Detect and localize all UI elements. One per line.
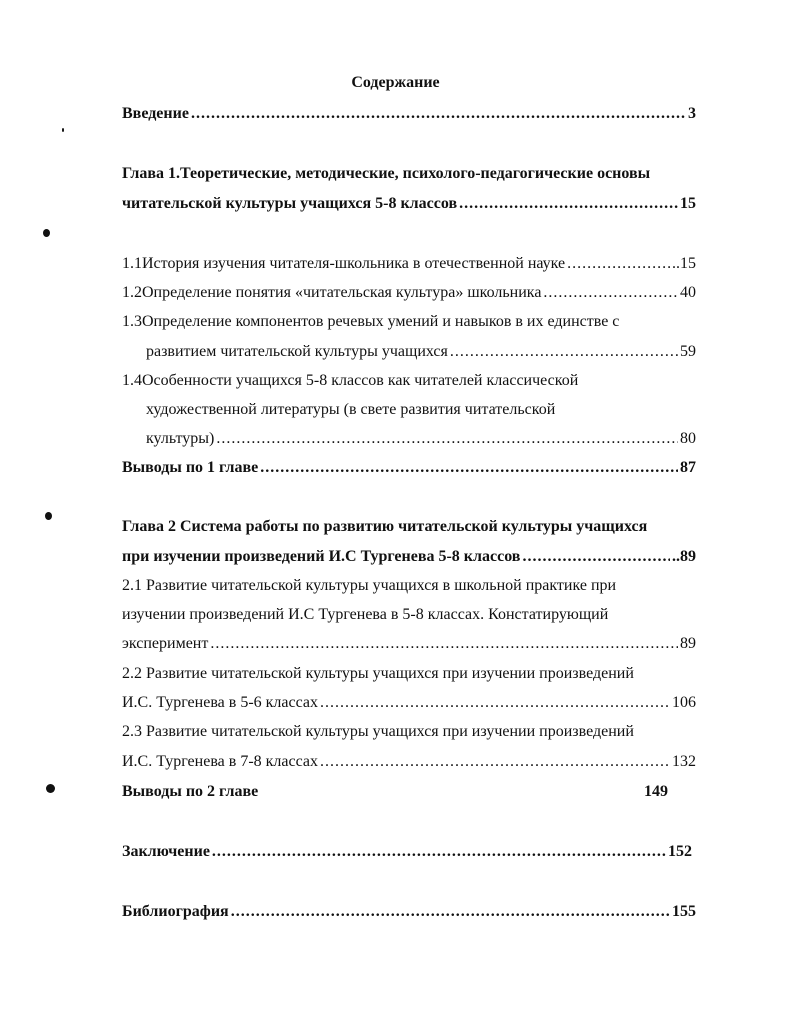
toc-label: культуры) xyxy=(146,430,215,447)
toc-page: 3 xyxy=(688,105,696,122)
leader-dots xyxy=(216,429,678,449)
toc-label: Библиография xyxy=(122,903,229,920)
leader-dots xyxy=(320,752,670,772)
toc-page: 40 xyxy=(680,284,696,301)
toc-entry-1-3 xyxy=(146,342,696,362)
toc-entry-2-2-line1: 2.2 Развитие читательской культуры учащихся при изучении произведений xyxy=(122,665,634,682)
leader-dots xyxy=(191,104,686,124)
toc-entry-2-3-line1: 2.3 Развитие читательской культуры учащихся при изучении произведений xyxy=(122,723,634,740)
toc-entry-2-1-line2: изучении произведений И.С Тургенева в 5-8 классах. Констатирующий xyxy=(122,606,609,623)
leader-dots xyxy=(210,634,678,654)
toc-entry-2-3 xyxy=(122,752,696,772)
toc-entry-conclusions-2 xyxy=(122,782,696,802)
toc-entry-1-4-line1: 1.4Особенности учащихся 5-8 классов как читателей классической xyxy=(122,372,579,389)
leader-dots xyxy=(450,342,678,362)
toc-page: 106 xyxy=(672,694,696,711)
toc-entry-intro xyxy=(122,104,696,124)
toc-label: 1.2Определение понятия «читательская культура» школьника xyxy=(122,284,542,301)
toc-page: 149 xyxy=(644,783,668,800)
toc-page: 15 xyxy=(680,195,696,212)
toc-entry-chapter2 xyxy=(122,547,696,567)
toc-entry-bibliography xyxy=(122,902,696,922)
toc-entry-conclusion xyxy=(122,842,692,862)
toc-label: Выводы по 2 главе xyxy=(122,783,259,800)
toc-page: 87 xyxy=(680,459,696,476)
toc-label: И.С. Тургенева в 5-6 классах xyxy=(122,694,319,711)
toc-page: 89 xyxy=(680,635,696,652)
chapter1-title-line1: Глава 1.Теоретические, методические, психолого-педагогические основы xyxy=(122,165,651,182)
scan-speck xyxy=(46,784,55,793)
leader-dots xyxy=(522,547,670,567)
toc-page: 152 xyxy=(668,843,692,860)
toc-entry-2-2 xyxy=(122,693,696,713)
toc-page: 80 xyxy=(680,430,696,447)
leader-dots xyxy=(320,693,670,713)
toc-page: 155 xyxy=(672,903,696,920)
toc-page: ..89 xyxy=(672,548,696,565)
toc-label: эксперимент xyxy=(122,635,209,652)
toc-entry-1-2 xyxy=(122,283,696,303)
toc-label: развитием читательской культуры учащихся xyxy=(146,343,448,360)
page-title: Содержание xyxy=(351,74,440,91)
leader-dots xyxy=(567,254,670,274)
toc-entry-conclusions-1 xyxy=(122,458,696,478)
toc-entry-2-1 xyxy=(122,634,696,654)
toc-label: 1.1История изучения читателя-школьника в отечественной науке xyxy=(122,255,566,272)
toc-page: 132 xyxy=(672,753,696,770)
leader-dots xyxy=(212,842,666,862)
leader-dots xyxy=(231,902,670,922)
toc-entry-chapter1 xyxy=(122,194,696,214)
toc-entry-1-1 xyxy=(122,254,696,274)
scan-speck xyxy=(62,128,64,132)
leader-dots xyxy=(260,458,678,478)
scan-speck xyxy=(43,229,50,237)
toc-page: 59 xyxy=(680,343,696,360)
toc-entry-1-4-line2: художественной литературы (в свете развития читательской xyxy=(146,401,556,418)
scan-speck xyxy=(45,512,52,520)
toc-entry-1-4 xyxy=(146,429,696,449)
toc-label: Введение xyxy=(122,105,189,122)
leader-dots xyxy=(543,283,678,303)
toc-label: при изучении произведений И.С Тургенева 5-8 классов xyxy=(122,548,521,565)
toc-entry-2-1-line1: 2.1 Развитие читательской культуры учащихся в школьной практике при xyxy=(122,577,617,594)
toc-entry-1-3-line1: 1.3Определение компонентов речевых умений и навыков в их единстве с xyxy=(122,313,620,330)
chapter2-title-line1: Глава 2 Система работы по развитию читательской культуры учащихся xyxy=(122,518,648,535)
toc-label: читательской культуры учащихся 5-8 классов xyxy=(122,195,458,212)
toc-label: Заключение xyxy=(122,843,210,860)
toc-page: ..15 xyxy=(672,255,696,272)
leader-dots xyxy=(459,194,678,214)
toc-label: И.С. Тургенева в 7-8 классах xyxy=(122,753,319,770)
toc-label: Выводы по 1 главе xyxy=(122,459,259,476)
